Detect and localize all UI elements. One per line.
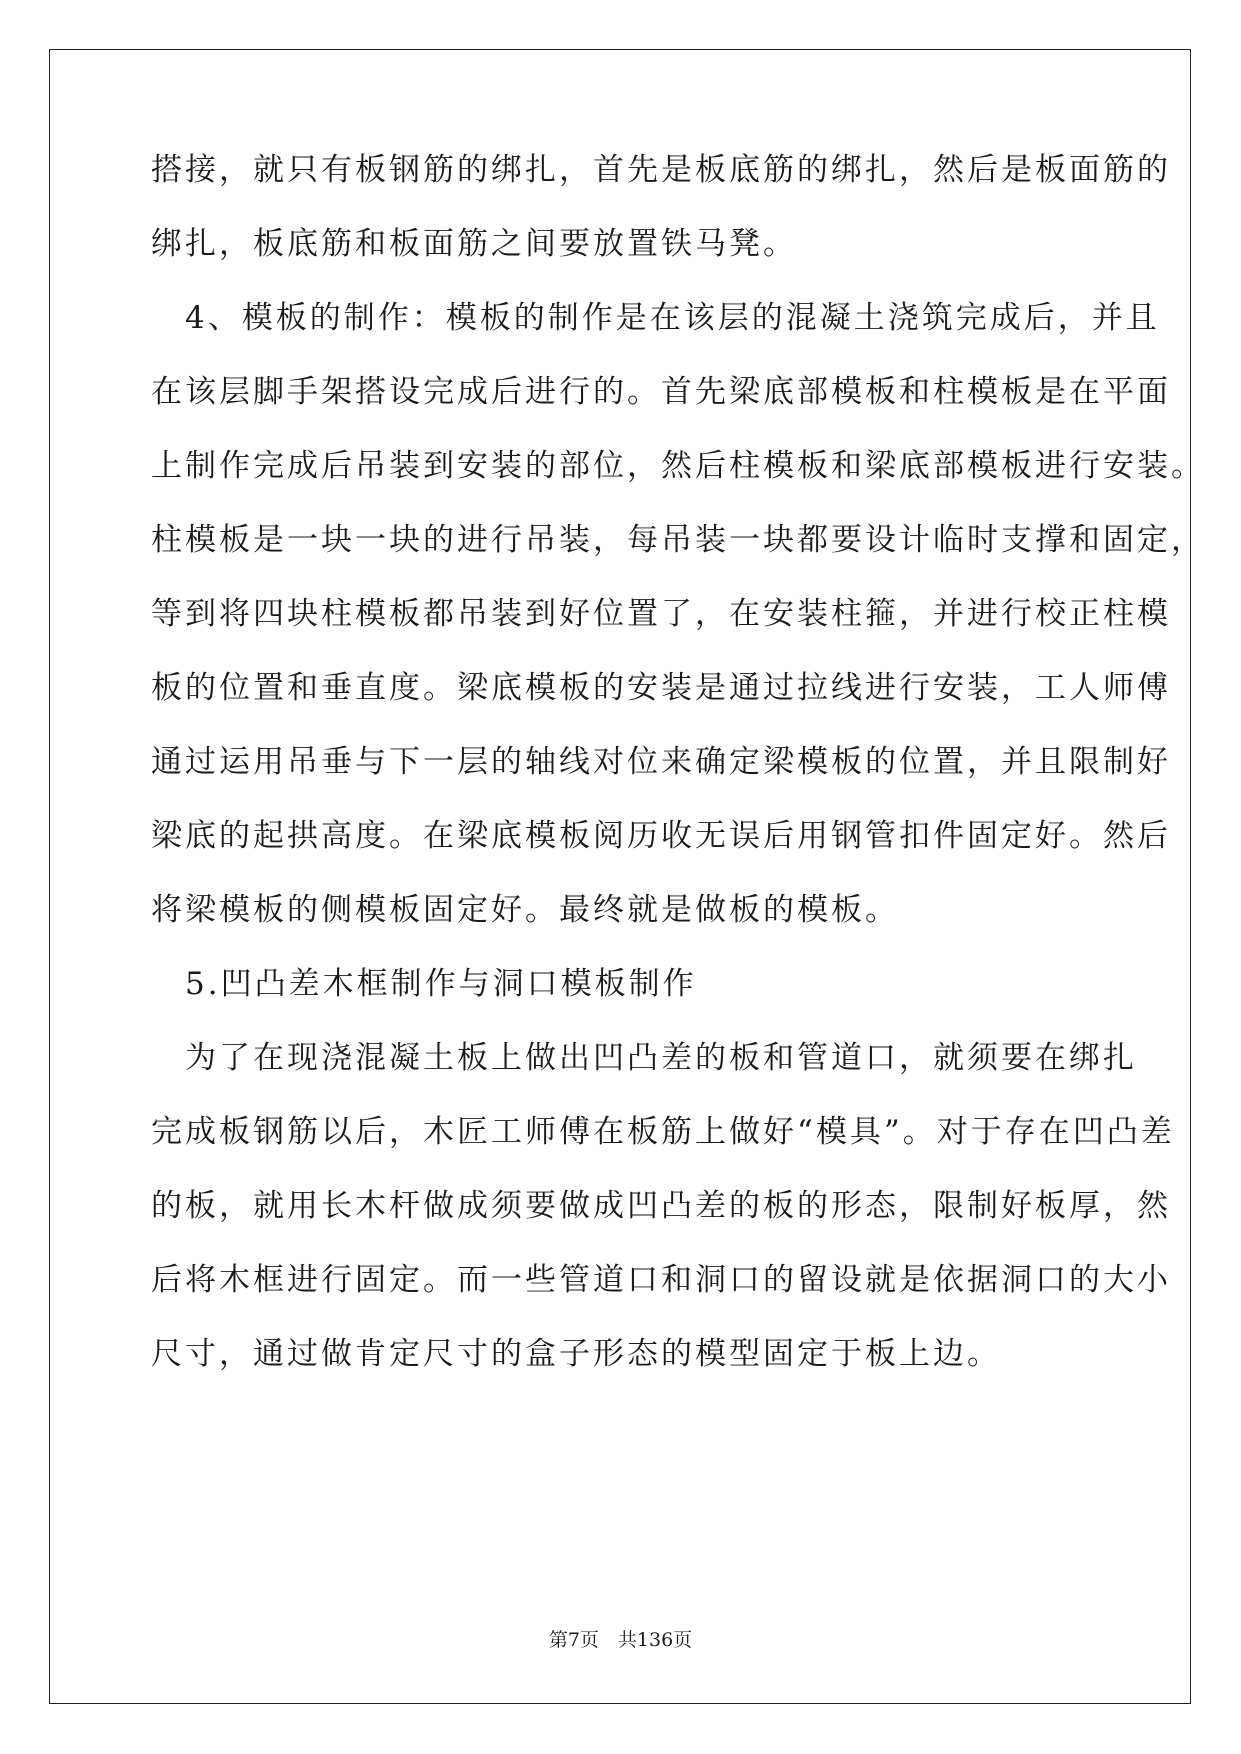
text-line: 梁底的起拱高度。在梁底模板阅历收无误后用钢管扣件固定好。然后: [151, 818, 1171, 854]
text-line: 的板，就用长木杆做成须要做成凹凸差的板的形态，限制好板厚，然: [151, 1188, 1171, 1224]
text-line: 等到将四块柱模板都吊装到好位置了，在安装柱箍，并进行校正柱模: [151, 596, 1171, 632]
section-heading: 5.凹凸差木框制作与洞口模板制作: [151, 966, 697, 1002]
text-line: 柱模板是一块一块的进行吊装，每吊装一块都要设计临时支撑和固定，: [151, 522, 1205, 558]
text-line: 为了在现浇混凝土板上做出凹凸差的板和管道口，就须要在绑扎: [151, 1040, 1137, 1076]
text-line: 绑扎，板底筋和板面筋之间要放置铁马凳。: [151, 226, 797, 262]
text-line: 4、模板的制作：模板的制作是在该层的混凝土浇筑完成后，并且: [151, 300, 1160, 336]
text-line: 通过运用吊垂与下一层的轴线对位来确定梁模板的位置，并且限制好: [151, 744, 1171, 780]
text-line: 搭接，就只有板钢筋的绑扎，首先是板底筋的绑扎，然后是板面筋的: [151, 152, 1171, 188]
text-line: 完成板钢筋以后，木匠工师傅在板筋上做好“模具”。对于存在凹凸差: [151, 1114, 1175, 1150]
text-line: 在该层脚手架搭设完成后进行的。首先梁底部模板和柱模板是在平面: [151, 374, 1171, 410]
text-line: 将梁模板的侧模板固定好。最终就是做板的模板。: [151, 892, 899, 928]
text-line: 后将木框进行固定。而一些管道口和洞口的留设就是依据洞口的大小: [151, 1262, 1171, 1298]
text-line: 上制作完成后吊装到安装的部位，然后柱模板和梁底部模板进行安装。: [151, 448, 1205, 484]
text-line: 尺寸，通过做肯定尺寸的盒子形态的模型固定于板上边。: [151, 1336, 1001, 1372]
text-line: 板的位置和垂直度。梁底模板的安装是通过拉线进行安装，工人师傅: [151, 670, 1171, 706]
page-number-footer: 第7页 共136页: [548, 1629, 693, 1651]
